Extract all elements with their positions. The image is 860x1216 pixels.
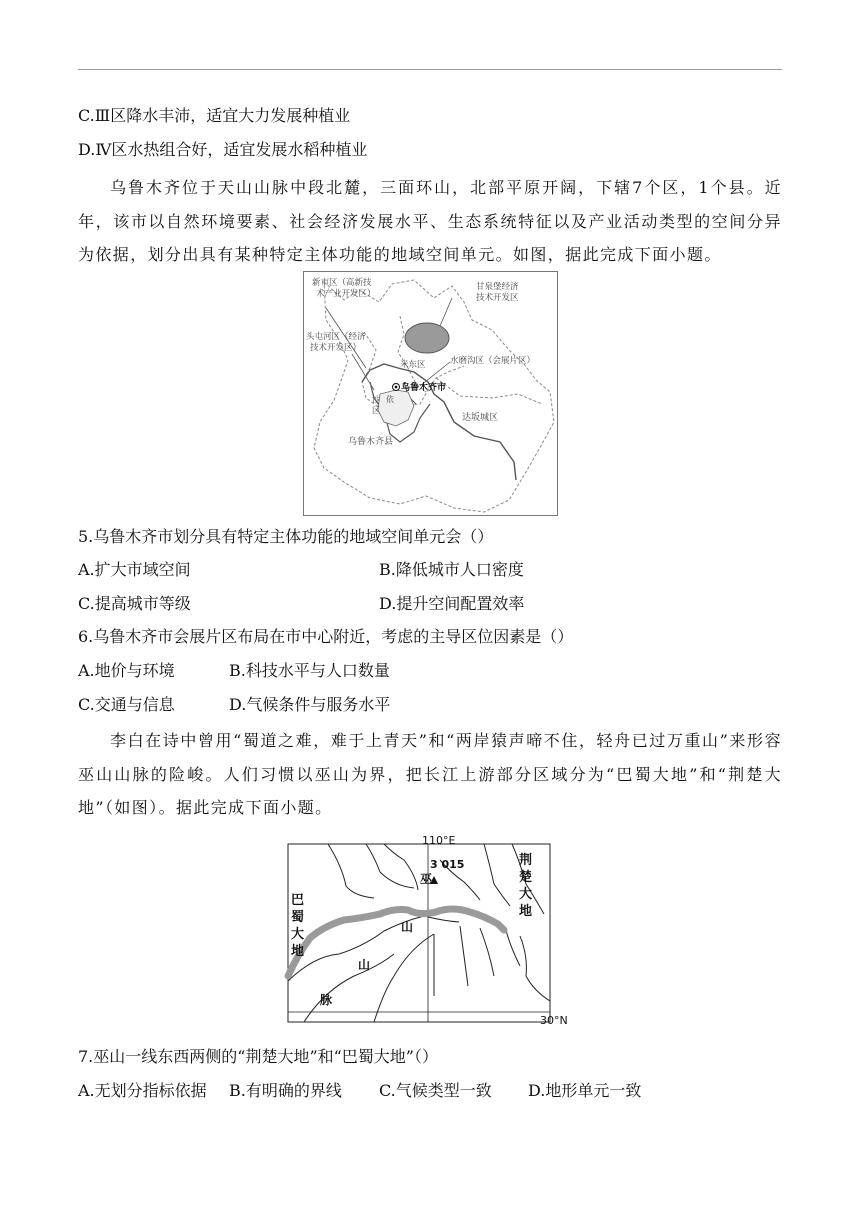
bashu-3: 大	[291, 927, 305, 942]
jingchu-2: 楚	[519, 870, 533, 885]
label-ganquanpu: 甘泉堡经济	[476, 282, 519, 292]
lat-label: 30°N	[540, 1014, 568, 1027]
passage-wushan: 李白在诗中曾用“蜀道之难，难于上青天”和“两岸猿声啼不住，轻舟已过万重山”来形容巫山山脉的险峻。人们习惯以巫山为界，把长江上游部分区域分为“巴蜀大地”和“荆楚大地”（如图）。据此完成下面小题。	[78, 731, 782, 817]
lon-label: 110°E	[422, 834, 456, 847]
header-rule	[78, 69, 782, 70]
label-ganquanpu-2: 技术开发区	[476, 293, 519, 303]
label-shan-2: 山	[358, 958, 371, 972]
wushan-map	[284, 826, 576, 1030]
label-dabancheng: 达坂城区	[462, 413, 499, 423]
label-qu: 区	[372, 406, 380, 415]
prev-option-d: D.Ⅳ区水热组合好，适宜发展水稻种植业	[78, 140, 368, 159]
q7-stem: 7.巫山一线东西两侧的“荆楚大地”和“巴蜀大地”（）	[78, 1047, 438, 1066]
label-yi: 依	[386, 395, 394, 404]
label-xinshi-2: 术产业开发区）	[316, 289, 376, 299]
q6-stem: 6.乌鲁木齐市会展片区布局在市中心附近，考虑的主导区位因素是（）	[78, 627, 574, 646]
bashu-2: 蜀	[291, 910, 305, 925]
passage-urumqi: 乌鲁木齐位于天山山脉中段北麓，三面环山，北部平原开阔，下辖7个区，1个县。近年，该市以自然环境要素、社会经济发展水平、生态系统特征以及产业活动类型的空间分异为依据，划分出具有某种特定主体功能的地域空间单元。如图，据此完成下面小题。	[78, 178, 782, 264]
label-shan-1: 山	[401, 920, 414, 934]
label-shuimogou: 水磨沟区（会展片区）	[450, 356, 536, 366]
bashu-1: 巴	[291, 893, 305, 908]
q7-option-c[interactable]: C.气候类型一致	[379, 1081, 492, 1100]
q7-option-a[interactable]: A.无划分指标依据	[78, 1081, 207, 1100]
label-county: 乌鲁木齐县	[348, 437, 394, 447]
jingchu-3: 大	[519, 887, 533, 902]
label-toutunhe: 头屯河区（经济	[306, 332, 366, 342]
q6-option-d[interactable]: D.气候条件与服务水平	[229, 695, 391, 714]
prev-option-c: C.Ⅲ区降水丰沛，适宜大力发展种植业	[78, 106, 351, 125]
q7-option-d[interactable]: D.地形单元一致	[528, 1081, 642, 1100]
label-xinshi: 新市区（高新技	[312, 278, 372, 288]
q6-option-b[interactable]: B.科技水平与人口数量	[229, 661, 390, 680]
label-mai: 脉	[320, 993, 333, 1007]
label-midong: 米东区	[400, 360, 426, 370]
q5-stem: 5.乌鲁木齐市划分具有特定主体功能的地域空间单元会（）	[78, 527, 494, 546]
q6-option-a[interactable]: A.地价与环境	[78, 661, 175, 680]
jingchu-4: 地	[519, 904, 533, 919]
q7-option-b[interactable]: B.有明确的界线	[229, 1081, 342, 1100]
label-sha: 沙	[372, 395, 380, 404]
q5-option-d[interactable]: D.提升空间配置效率	[379, 594, 525, 613]
q5-option-c[interactable]: C.提高城市等级	[78, 594, 191, 613]
peak-elevation: 3 015	[430, 858, 465, 871]
bashu-4: 地	[291, 944, 305, 959]
q6-option-c[interactable]: C.交通与信息	[78, 695, 175, 714]
label-wu: 巫	[420, 872, 433, 886]
q5-option-b[interactable]: B.降低城市人口密度	[379, 560, 524, 579]
label-city: 乌鲁木齐市	[401, 383, 447, 393]
urumqi-district-map	[303, 271, 558, 516]
label-toutunhe-2: 技术开发区）	[310, 343, 362, 353]
q5-option-a[interactable]: A.扩大市域空间	[78, 560, 191, 579]
jingchu-1: 荆	[519, 853, 533, 868]
